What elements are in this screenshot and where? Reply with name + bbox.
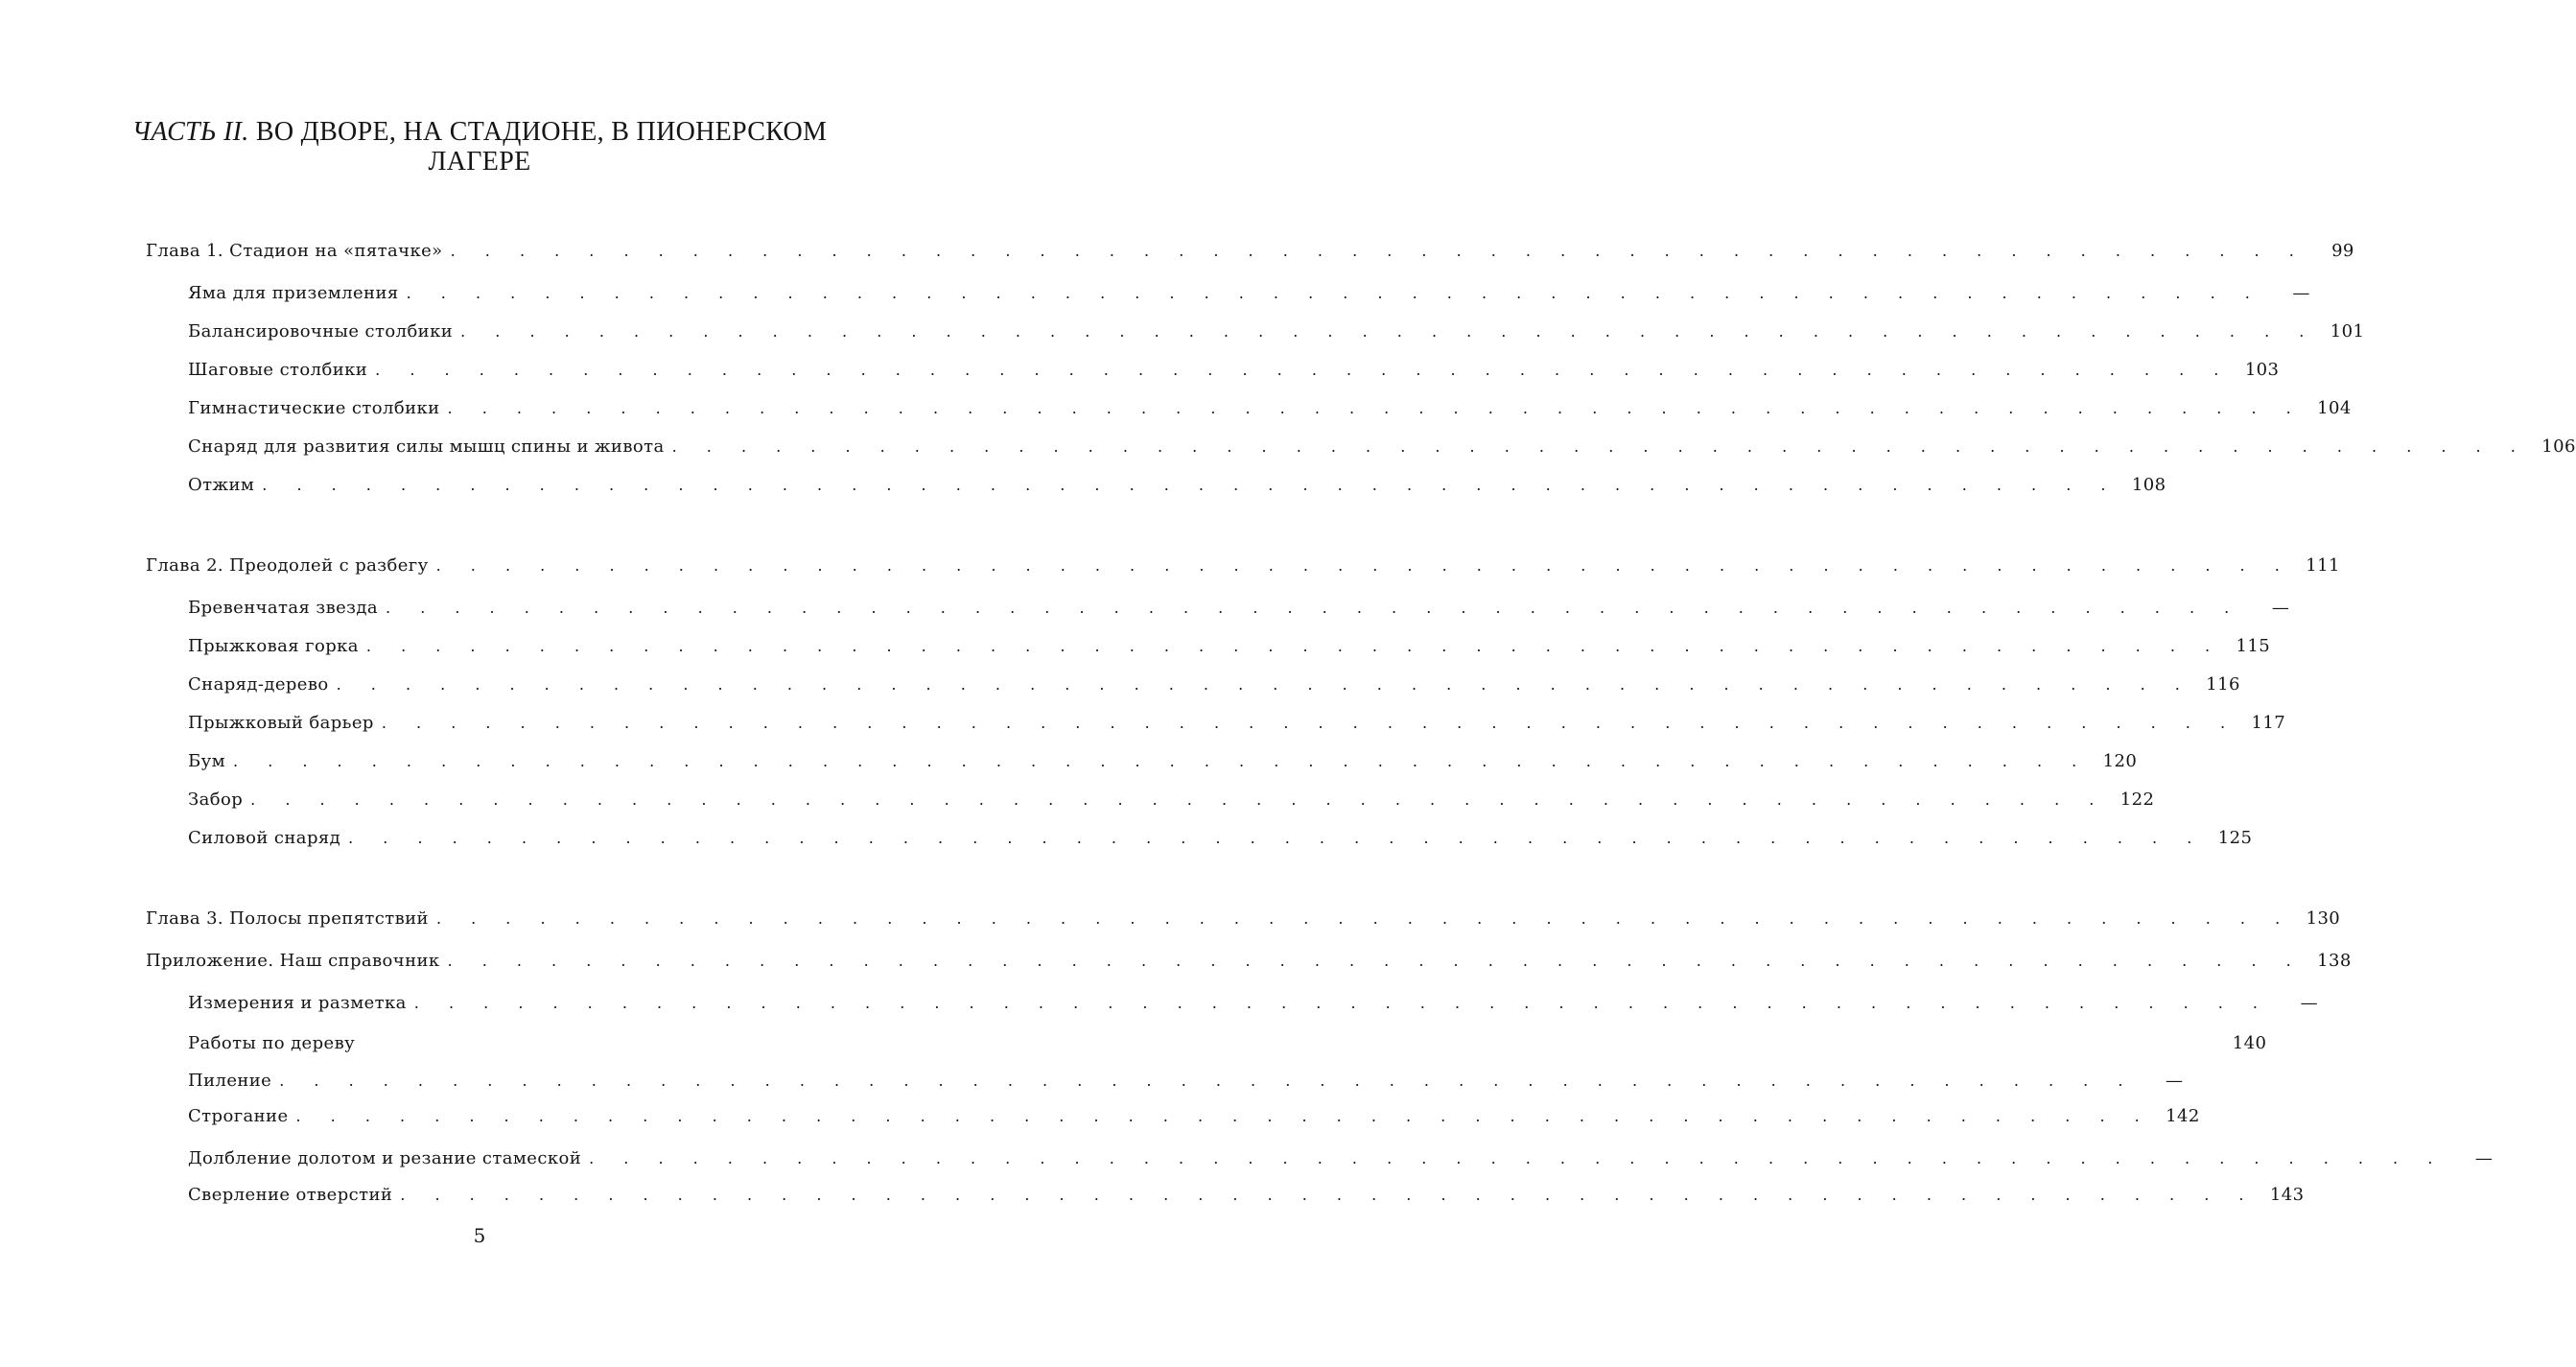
- toc-entry-title: Яма для приземления: [188, 283, 399, 303]
- toc-entry[interactable]: [188, 1183, 2305, 1208]
- toc-entry-title: Отжим: [188, 475, 255, 495]
- toc-entry-title: Бум: [188, 751, 226, 771]
- toc-dot-leader: . . . . . . . . . . . . . . . . . . . . . . . . . . . . . . . . . . . . . . . . . . . . . . . . . . . . . .: [413, 994, 2270, 1012]
- toc-entry-title: Снаряд-дерево: [188, 674, 329, 695]
- toc-entry-title: Гимнастические столбики: [188, 398, 440, 418]
- toc-entry-page: 116: [2206, 674, 2240, 695]
- toc-chapter-2[interactable]: [146, 554, 2340, 578]
- toc-entry-page: 125: [2217, 828, 2253, 848]
- toc-entry-page: —: [2300, 993, 2318, 1013]
- toc-dot-leader: . . . . . . . . . . . . . . . . . . . . . . . . . . . . . . . . . . . . . . . . . . . . . . . . . . . . . .: [381, 714, 2238, 732]
- toc-entry-page: 143: [2269, 1185, 2305, 1205]
- toc-entry-title: Глава 1. Стадион на «пятачке»: [146, 241, 443, 261]
- toc-dot-leader: . . . . . . . . . . . . . . . . . . . . . . . . . . . . . . . . . . . . . . . . . . . . . . . . . . . . . .: [671, 437, 2528, 456]
- toc-dot-leader: . . . . . . . . . . . . . . . . . . . . . . . . . . . . . . . . . . . . . . . . . . . . . . . . . . . . . .: [400, 1186, 2257, 1204]
- toc-appendix[interactable]: [146, 949, 2352, 974]
- toc-entry-title: Приложение. Наш справочник: [146, 951, 440, 971]
- toc-entry[interactable]: [188, 358, 2280, 383]
- toc-entry-title: Глава 3. Полосы препятствий: [146, 908, 429, 929]
- toc-entry[interactable]: [188, 319, 2365, 344]
- toc-dot-leader: . . . . . . . . . . . . . . . . . . . . . . . . . . . . . . . . . . . . . . . . . . . . . . . . . . . . . .: [435, 556, 2292, 575]
- toc-dot-leader: . . . . . . . . . . . . . . . . . . . . . . . . . . . . . . . . . . . . . . . . . . . . . . . . . . . . . .: [279, 1072, 2136, 1090]
- toc-entry[interactable]: [188, 1069, 2184, 1094]
- toc-entry[interactable]: [188, 396, 2352, 421]
- toc-entry-title: Сверление отверстий: [188, 1185, 393, 1205]
- toc-dot-leader: . . . . . . . . . . . . . . . . . . . . . . . . . . . . . . . . . . . . . . . . . . . . . . . . . . . . . .: [460, 322, 2317, 341]
- toc-entry-page: 122: [2119, 790, 2155, 810]
- toc-entry[interactable]: [188, 473, 2166, 498]
- part-title-line-1: ВО ДВОРЕ, НА СТАДИОНЕ, В ПИОНЕРСКОМ: [255, 117, 828, 147]
- toc-dot-leader: . . . . . . . . . . . . . . . . . . . . . . . . . . . . . . . . . . . . . . . . . . . . . . . . . . . . . .: [250, 790, 2107, 809]
- toc-entry[interactable]: [188, 788, 2155, 813]
- toc-entry-page: 140: [2232, 1033, 2267, 1053]
- toc-entry-page: 101: [2330, 321, 2365, 342]
- toc-entry-title: Глава 2. Преодолей с разбегу: [146, 555, 429, 576]
- toc-entry-page: —: [2166, 1071, 2184, 1091]
- toc-dot-leader: . . . . . . . . . . . . . . . . . . . . . . . . . . . . . . . . . . . . . . . . . . . . . . . . . . . . . .: [450, 242, 2307, 260]
- toc-chapter-1[interactable]: [146, 239, 2354, 264]
- toc-entry-title: Измерения и разметка: [188, 993, 407, 1013]
- toc-entry[interactable]: [188, 634, 2271, 659]
- toc-entry[interactable]: [188, 826, 2253, 851]
- toc-entry-title: Бревенчатая звезда: [188, 598, 379, 618]
- toc-entry-title: Строгание: [188, 1106, 289, 1126]
- toc-entry-title: Шаговые столбики: [188, 360, 368, 380]
- toc-entry[interactable]: [188, 1146, 2494, 1171]
- toc-dot-leader: . . . . . . . . . . . . . . . . . . . . . . . . . . . . . . . . . . . . . . . . . . . . . . . . . . . . . .: [295, 1107, 2152, 1125]
- toc-entry-page: 103: [2244, 360, 2280, 380]
- toc-dot-leader: . . . . . . . . . . . . . . . . . . . . . . . . . . . . . . . . . . . . . . . . . . . . . . . . . . . . . .: [435, 909, 2293, 928]
- toc-entry-title: Балансировочные столбики: [188, 321, 454, 342]
- toc-entry-title: Забор: [188, 790, 244, 810]
- toc-entry-title: Прыжковая горка: [188, 636, 359, 656]
- toc-dot-leader: . . . . . . . . . . . . . . . . . . . . . . . . . . . . . . . . . . . . . . . . . . . . . . . . . . . . . .: [589, 1149, 2446, 1167]
- toc-entry-title: Пиление: [188, 1071, 272, 1091]
- toc-entry[interactable]: [188, 711, 2286, 736]
- toc-dot-leader: . . . . . . . . . . . . . . . . . . . . . . . . . . . . . . . . . . . . . . . . . . . . . . . . . . . . . .: [447, 952, 2304, 970]
- toc-entry-page: 115: [2236, 636, 2271, 656]
- toc-entry-page: 99: [2331, 241, 2354, 261]
- toc-entry-title: Прыжковый барьер: [188, 713, 374, 733]
- toc-entry-title: Работы по дереву: [188, 1033, 356, 1053]
- toc-entry[interactable]: [188, 281, 2310, 306]
- toc-dot-leader: . . . . . . . . . . . . . . . . . . . . . . . . . . . . . . . . . . . . . . . . . . . . . . . . . . . . . .: [447, 399, 2304, 417]
- toc-entry[interactable]: [188, 749, 2138, 774]
- toc-dot-leader: . . . . . . . . . . . . . . . . . . . . . . . . . . . . . . . . . . . . . . . . . . . . . . . . . . . . . .: [336, 675, 2192, 694]
- toc-dot-leader: . . . . . . . . . . . . . . . . . . . . . . . . . . . . . . . . . . . . . . . . . . . . . . . . . . . . . .: [386, 599, 2242, 617]
- toc-entry-page: 117: [2251, 713, 2286, 733]
- toc-dot-leader: . . . . . . . . . . . . . . . . . . . . . . . . . . . . . . . . . . . . . . . . . . . . . . . . . . . . . .: [262, 476, 2119, 494]
- toc-entry-title: Долбление долотом и резание стамеской: [188, 1148, 582, 1168]
- toc-entry-page: 111: [2306, 555, 2340, 576]
- part-label: ЧАСТЬ II.: [131, 117, 249, 147]
- toc-entry-page: 106: [2541, 436, 2576, 457]
- toc-entry-page: 138: [2317, 951, 2352, 971]
- toc-entry-page: 108: [2131, 475, 2166, 495]
- toc-entry[interactable]: [188, 1104, 2200, 1129]
- toc-entry[interactable]: [188, 596, 2290, 621]
- toc-entry-page: 142: [2166, 1106, 2200, 1126]
- toc-entry-page: —: [2271, 598, 2290, 618]
- toc-entry-page: —: [2474, 1148, 2494, 1168]
- toc-entry-page: 130: [2306, 908, 2341, 929]
- toc-entry-page: 104: [2317, 398, 2352, 418]
- toc-chapter-3[interactable]: [146, 907, 2341, 931]
- toc-dot-leader: . . . . . . . . . . . . . . . . . . . . . . . . . . . . . . . . . . . . . . . . . . . . . . . . . . . . . .: [375, 361, 2232, 379]
- page-number: 5: [473, 1224, 486, 1247]
- toc-entry[interactable]: [188, 435, 2576, 460]
- part-title-line-2: ЛАГЕРЕ: [428, 147, 531, 177]
- toc-entry[interactable]: [188, 1031, 2267, 1056]
- toc-entry-title: Снаряд для развития силы мышц спины и живота: [188, 436, 665, 457]
- toc-entry-page: —: [2292, 283, 2310, 303]
- toc-entry[interactable]: [188, 991, 2318, 1016]
- toc-entry-title: Силовой снаряд: [188, 828, 341, 848]
- toc-entry-page: 120: [2102, 751, 2138, 771]
- toc-dot-leader: . . . . . . . . . . . . . . . . . . . . . . . . . . . . . . . . . . . . . . . . . . . . . . . . . . . . . .: [348, 829, 2205, 847]
- toc-dot-leader: . . . . . . . . . . . . . . . . . . . . . . . . . . . . . . . . . . . . . . . . . . . . . . . . . . . . . .: [365, 637, 2223, 655]
- toc-dot-leader: . . . . . . . . . . . . . . . . . . . . . . . . . . . . . . . . . . . . . . . . . . . . . . . . . . . . . .: [406, 284, 2262, 302]
- toc-entry[interactable]: [188, 672, 2240, 697]
- toc-dot-leader: . . . . . . . . . . . . . . . . . . . . . . . . . . . . . . . . . . . . . . . . . . . . . . . . . . . . . .: [233, 752, 2090, 770]
